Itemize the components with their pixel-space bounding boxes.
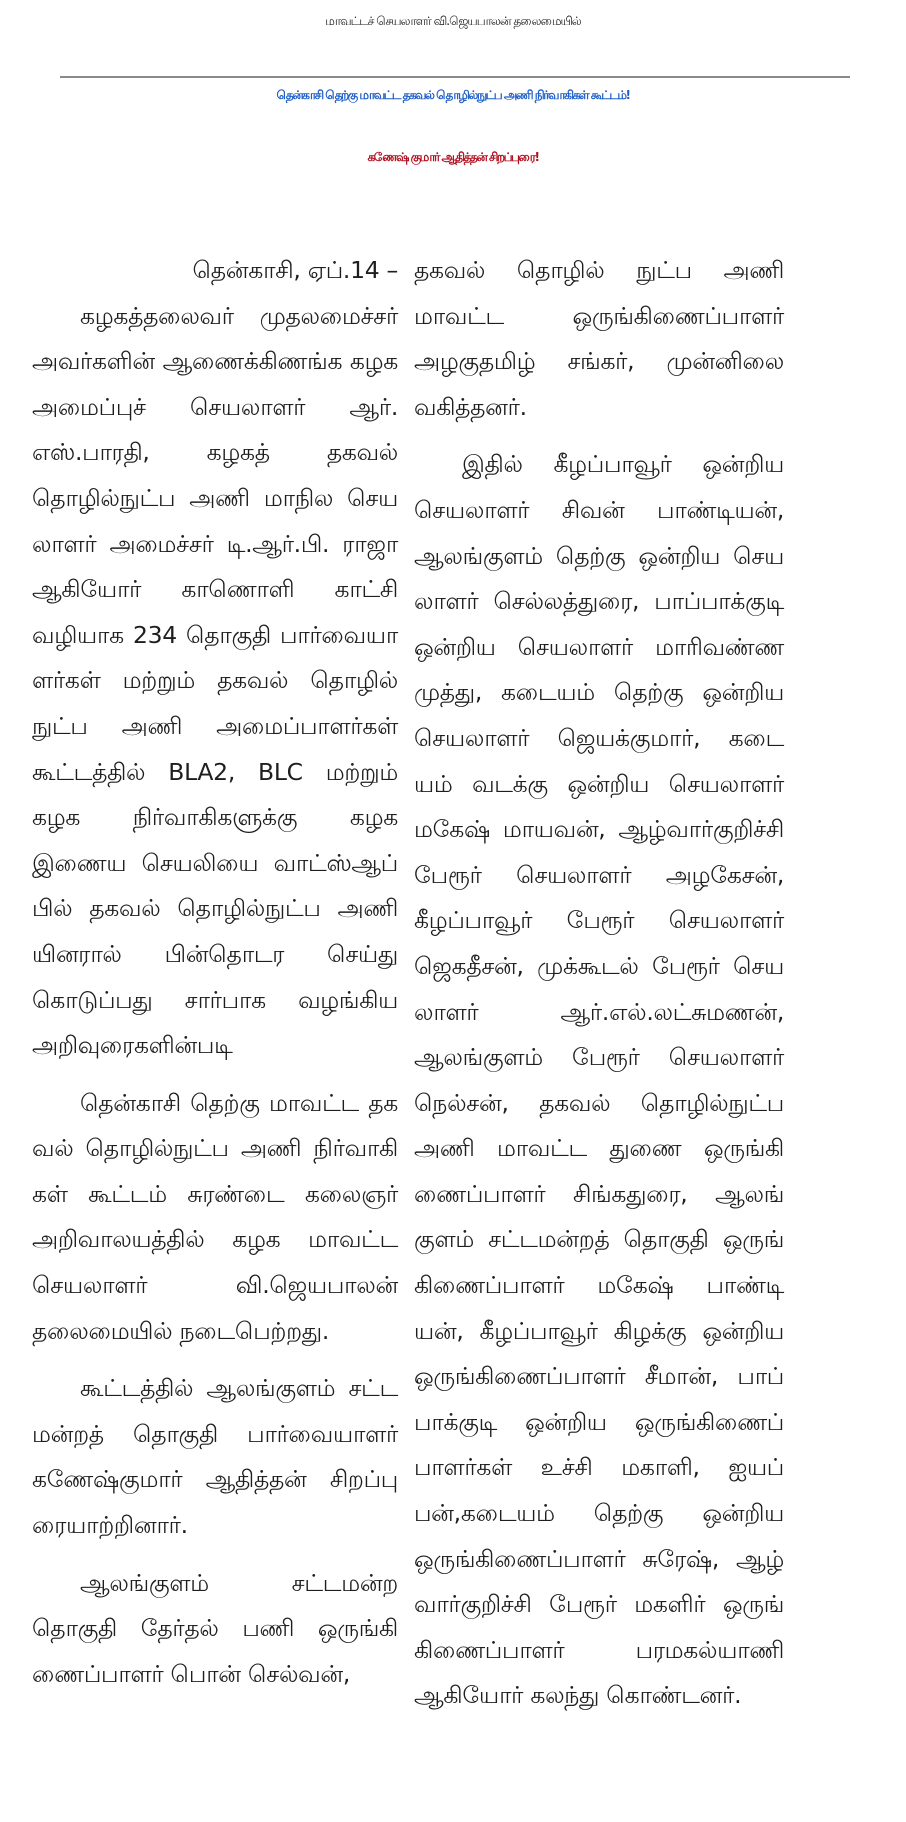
- paragraph: கழகத்தலைவர் முதலமைச்சர் அவர்களின் ஆணைக்கிணங்க கழக அமைப்புச் செயலாளர் ஆர். எஸ்.பாரதி, கழகத் தகவல் தொழில்நுட்ப அணி மாநில செய லாளர் அமைச்சர் டி.ஆர்.பி. ராஜா ஆகியோர் காணொளி காட்சி வழியாக 234 தொகுதி பார்வையா ளர்கள் மற்றும் தகவல் தொழில் நுட்ப அணி அமைப்பாளர்கள் கூட்டத்தில் BLA2, BLC மற்றும் கழக நிர்வாகிகளுக்கு கழக இணைய செயலியை வாட்ஸ்ஆப் பில் தகவல் தொழில்நுட்ப அணி யினரால் பின்தொடர செய்து கொடுப்பது சார்பாக வழங்கிய அறிவுரைகளின்படி: [32, 301, 398, 1060]
- kicker-subheading: மாவட்டச் செயலாளர் வி.ஜெயபாலன் தலைமையில்: [325, 14, 581, 28]
- paragraph: ஆலங்குளம் சட்டமன்ற தொகுதி தேர்தல் பணி ஒருங்கி ணைப்பாளர் பொன் செல்வன்,: [32, 1568, 398, 1688]
- headline-blue: தென்காசி தெற்கு மாவட்ட தகவல் தொழில்நுட்ப அணி நிர்வாகிகள் கூட்டம்!: [276, 88, 630, 102]
- dateline: தென்காசி, ஏப்.14 –: [192, 256, 398, 284]
- paragraph: கூட்டத்தில் ஆலங்குளம் சட்ட மன்றத் தொகுதி பார்வையாளர் கணேஷ்குமார் ஆதித்தன் சிறப்பு ரையாற்றினார்.: [32, 1374, 398, 1540]
- paragraph: இதில் கீழப்பாவூர் ஒன்றிய செயலாளர் சிவன் பாண்டியன், ஆலங்குளம் தெற்கு ஒன்றிய செய லாளர் செல்லத்துரை, பாப்பாக்குடி ஒன்றிய செயலாளர் மாரிவண்ண முத்து, கடையம் தெற்கு ஒன்றிய செயலாளர் ஜெயக்குமார், கடை யம் வடக்கு ஒன்றிய செயலாளர் மகேஷ் மாயவன், ஆழ்வார்குறிச்சி பேரூர் செயலாளர் அழகேசன், கீழப்பாவூர் பேரூர் செயலாளர் ஜெகதீசன், முக்கூடல் பேரூர் செய லாளர் ஆர்.எல்.லட்சுமணன், ஆலங்குளம் பேரூர் செயலாளர் நெல்சன், தகவல் தொழில்நுட்ப அணி மாவட்ட துணை ஒருங்கி ணைப்பாளர் சிங்கதுரை, ஆலங் குளம் சட்டமன்றத் தொகுதி ஒருங் கிணைப்பாளர் மகேஷ் பாண்டி யன், கீழப்பாவூர் கிழக்கு ஒன்றிய ஒருங்கிணைப்பாளர் சீமான், பாப் பாக்குடி ஒன்றிய ஒருங்கிணைப் பாளர்கள் உச்சி மகாளி, ஐயப் பன்,கடையம் தெற்கு ஒன்றிய ஒருங்கிணைப்பாளர் சுரேஷ், ஆழ் வார்குறிச்சி பேரூர் மகளிர் ஒருங் கிணைப்பாளர் பரமகல்யாணி ஆகியோர் கலந்து கொண்டனர்.: [414, 450, 784, 1710]
- headline-red: கணேஷ் குமார் ஆதித்தன் சிறப்புரை!: [367, 150, 539, 164]
- paragraph-continuation: தகவல் தொழில் நுட்ப அணி மாவட்ட ஒருங்கிணைப்பாளர் அழகுதமிழ் சங்கர், முன்னிலை வகித்தனர்.: [414, 256, 784, 421]
- article-column-left: [32, 248, 398, 1709]
- article-column-right: [414, 248, 784, 1731]
- paragraph: தென்காசி தெற்கு மாவட்ட தக வல் தொழில்நுட்ப அணி நிர்வாகி கள் கூட்டம் சுரண்டை கலைஞர் அறிவாலயத்தில் கழக மாவட்ட செயலாளர் வி.ஜெயபாலன் தலைமையில் நடைபெற்றது.: [32, 1088, 398, 1345]
- kicker-divider: [60, 76, 850, 78]
